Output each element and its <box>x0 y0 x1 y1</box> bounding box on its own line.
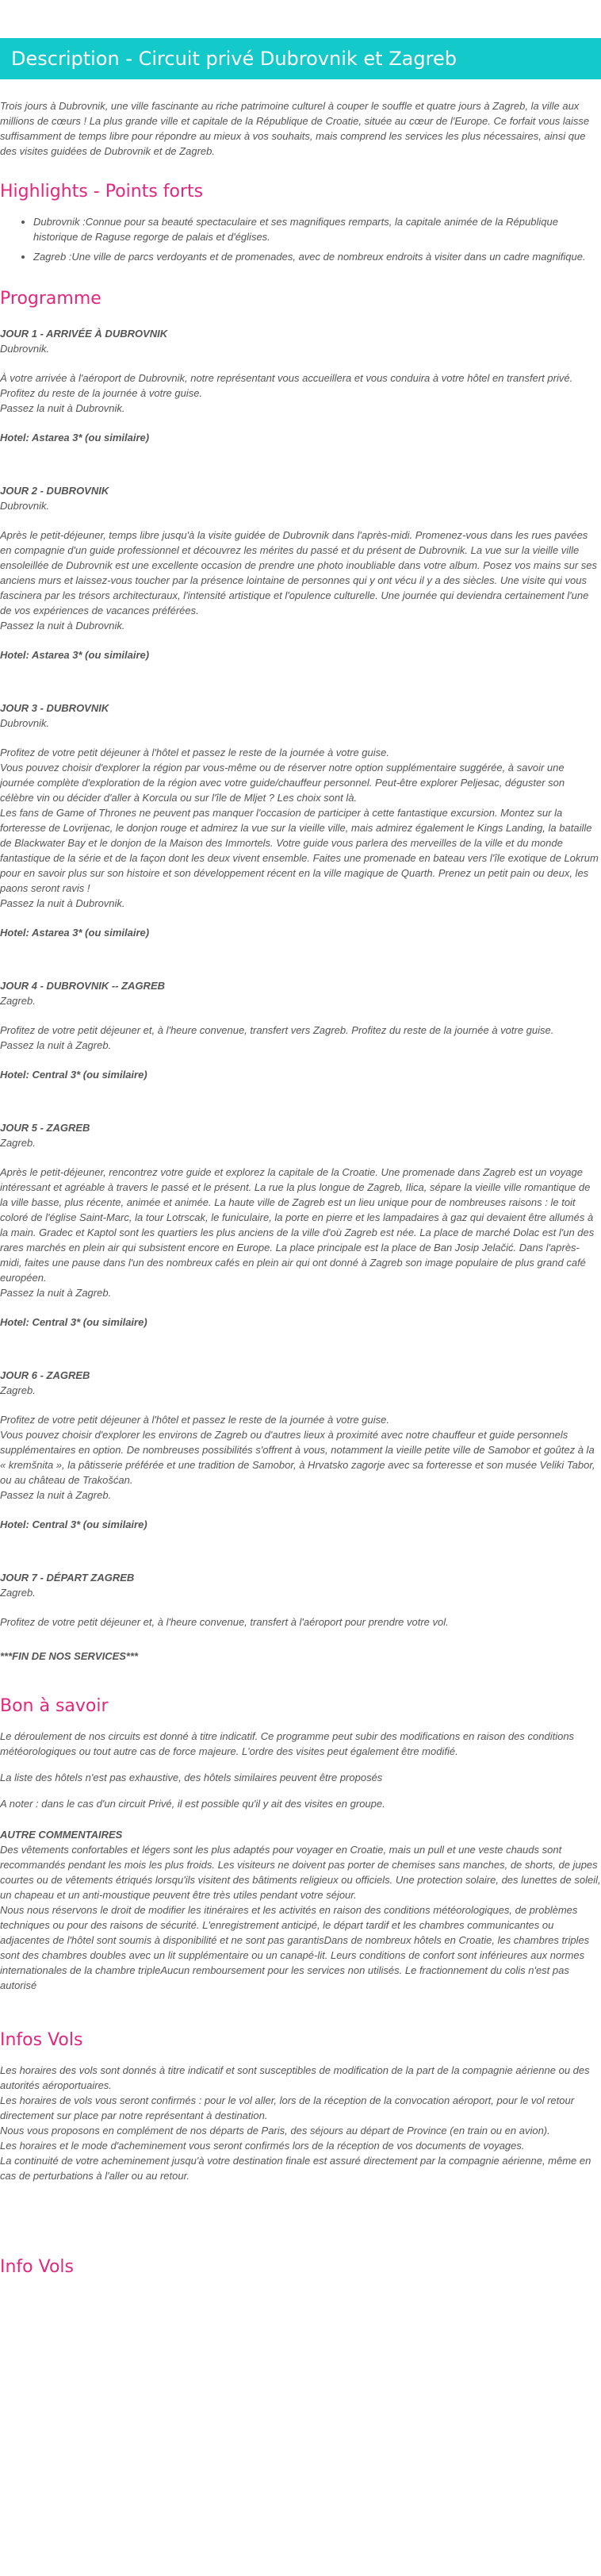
comment-text: Nous nous réservons le droit de modifier les itinéraires et les activités en raison des conditions météorologiques, de problèmes techniques ou pour des raisons de sécurité. L'enregistrement anticipé, le départ tardif et les chambres communicantes ou adjacentes de l'hôtel sont soumis à disponibilité et ne sont pas garantisDans de nombreux hôtels en Croatie, les chambres triples sont des chambres doubles avec un lit supplémentaire ou un canapé-lit. Leurs conditions de confort sont inférieures aux normes internationales de la chambre tripleAucun remboursement pour les services non utilisés. Le fractionnement du colis n'est pas autorisé <box>0 1904 590 1991</box>
day-block-2 <box>0 483 601 662</box>
day-city: Zagreb. <box>0 1587 36 1599</box>
day-description <box>0 370 601 416</box>
day-block-4 <box>0 978 601 1082</box>
end-of-services: ***FIN DE NOS SERVICES*** <box>0 1650 139 1662</box>
flight-info-text: La continuité de votre acheminement jusqu'à votre destination finale est assuré directement par la compagnie aérienne, même en cas de perturbations à l'aller ou au retour. <box>0 2155 591 2182</box>
day-hotel: Hotel: Central 3* (ou similaire) <box>0 1316 147 1328</box>
programme-heading: Programme <box>0 289 101 309</box>
day-text: Passez la nuit à Zagreb. <box>0 1287 112 1299</box>
day-block-1 <box>0 326 601 445</box>
info-vols-heading: Info Vols <box>0 2257 75 2277</box>
day-text: Passez la nuit à Dubrovnik. <box>0 620 125 632</box>
day-text: Passez la nuit à Zagreb. <box>0 1039 112 1051</box>
day-title: JOUR 3 - DUBROVNIK <box>0 702 109 714</box>
day-title: JOUR 6 - ZAGREB <box>0 1369 90 1381</box>
day-block-7 <box>0 1570 601 1630</box>
highlights-heading: Highlights - Points forts <box>0 182 204 202</box>
notice-paragraph: Le déroulement de nos circuits est donné à titre indicatif. Ce programme peut subir des modifications en raison des conditions météorologiques ou tout autre cas de force majeure. L'ordre des visites peut également être modifié. <box>0 1730 575 1757</box>
intro-paragraph: Trois jours à Dubrovnik, une ville fascinante au riche patrimoine culturel à couper le souffle et quatre jours à Zagreb, la ville aux millions de cœurs ! La plus grande ville et capitale de la République de Croatie, située au cœur de l'Europe. Ce forfait vous laisse suffisamment de temps libre pour répondre au mieux à vos souhaits, mais comprend les services les plus nécessaires, ainsi que des visites guidées de Dubrovnik et de Zagreb. <box>0 100 590 157</box>
day-description <box>0 1165 601 1300</box>
title-bar <box>0 38 601 79</box>
day-block-5 <box>0 1120 601 1330</box>
flight-info-text: Les horaires des vols sont donnés à titre indicatif et sont susceptibles de modification de la part de la compagnie aérienne ou des autorités aéroportuaires. <box>0 2064 590 2091</box>
day-block-3 <box>0 701 601 940</box>
day-text: Profitez de votre petit déjeuner à l'hôtel et passez le reste de la journée à votre guise. <box>0 747 389 758</box>
other-comments-heading: AUTRE COMMENTAIRES <box>0 1829 123 1841</box>
day-text: À votre arrivée à l'aéroport de Dubrovnik, notre représentant vous accueillera et vous conduira à votre hôtel en transfert privé. Profitez du reste de la journée à votre guise. <box>0 372 573 399</box>
day-hotel: Hotel: Central 3* (ou similaire) <box>0 1518 147 1530</box>
day-description <box>0 1023 601 1053</box>
day-hotel: Hotel: Central 3* (ou similaire) <box>0 1069 147 1081</box>
day-text: Vous pouvez choisir d'explorer les environs de Zagreb ou d'autres lieux à proximité avec notre chauffeur et guide personnels supplémentaires en option. De nombreuses possibilités s'offrent à vous, notamment la vieille petite ville de Samobor et goûtez à la « kremšnita », la pâtisserie préférée et une tradition de Samobor, à Hrvatsko zagorje avec sa forteresse et son musée Veliki Tabor, ou au château de Trakošćan. <box>0 1429 595 1486</box>
day-text: Les fans de Game of Thrones ne peuvent pas manquer l'occasion de participer à cette fantastique excursion. Montez sur la forteresse de Lovrijenac, le donjon rouge et admirez la vue sur la vieille ville, mais admirez également le Kings Landing, la bataille de Blackwater Bay et le donjon de la Maison des Immortels. Votre guide vous parlera des merveilles de la ville et du monde fantastique de la série et de la façon dont les deux vivent ensemble. Faites une promenade en bateau vers l'île exotique de Lokrum pour en savoir plus sur son histoire et son développement récent en la ville magique de Quarth. Prenez un petit pain ou deux, les paons seront ravis ! <box>0 807 599 894</box>
day-description <box>0 745 601 911</box>
page-title: Description - Circuit privé Dubrovnik et Zagreb <box>11 48 457 70</box>
day-text: Passez la nuit à Dubrovnik. <box>0 402 125 414</box>
day-text: Profitez de votre petit déjeuner et, à l'heure convenue, transfert à l'aéroport pour prendre votre vol. <box>0 1616 449 1628</box>
flight-info-text: Les horaires de vols vous seront confirmés : pour le vol aller, lors de la réception de la convocation aéroport, pour le vol retour directement sur place par notre représentant à destination. <box>0 2094 575 2121</box>
day-description <box>0 528 601 633</box>
day-city: Dubrovnik. <box>0 717 50 729</box>
list-item: • Dubrovnik :Connue pour sa beauté spectaculaire et ses magnifiques remparts, la capitale animée de la République historique de Raguse regorge de palais et d'églises. <box>33 214 601 244</box>
day-title: JOUR 2 - DUBROVNIK <box>0 485 109 497</box>
day-city: Zagreb. <box>0 1384 36 1396</box>
notice-paragraph: A noter : dans le cas d'un circuit Privé, il est possible qu'il y ait des visites en groupe. <box>0 1798 385 1810</box>
day-text: Vous pouvez choisir d'explorer la région par vous-même ou de réserver notre option supplémentaire suggérée, à savoir une journée complète d'exploration de la région avec votre guide/chauffeur personnel. Peut-être explorer Peljesac, déguster son célèbre vin ou décider d'aller à Korcula ou sur l'île de Mljet ? Les choix sont là. <box>0 762 565 804</box>
day-hotel: Hotel: Astarea 3* (ou similaire) <box>0 927 150 939</box>
day-city: Zagreb. <box>0 1137 36 1149</box>
notice-paragraph: La liste des hôtels n'est pas exhaustive, des hôtels similaires peuvent être proposés <box>0 1772 383 1783</box>
day-description <box>0 1614 601 1630</box>
day-title: JOUR 5 - ZAGREB <box>0 1122 90 1134</box>
day-text: Passez la nuit à Dubrovnik. <box>0 897 125 909</box>
list-item: • Zagreb :Une ville de parcs verdoyants et de promenades, avec de nombreux endroits à visiter dans un cadre magnifique. <box>33 249 601 264</box>
day-text: Passez la nuit à Zagreb. <box>0 1489 112 1501</box>
day-hotel: Hotel: Astarea 3* (ou similaire) <box>0 432 150 443</box>
day-text: Après le petit-déjeuner, rencontrez votre guide et explorez la capitale de la Croatie. Une promenade dans Zagreb est un voyage intéressant et agréable à travers le passé et le présent. La rue la plus longue de Zagreb, Ilica, sépare la vieille ville romantique de la ville basse, plus récente, animée et animée. La haute ville de Zagreb est un lieu unique pour de nombreuses raisons : le toit coloré de l'église Saint-Marc, la tour Lotrscak, le funiculaire, la porte en pierre et les lampadaires à gaz qui devaient être allumés à la main. Gradec et Kaptol sont les quartiers les plus anciens de la ville d'où Zagreb est née. La place de marché Dolac est l'un des rares marchés en plein air qui subsistent encore en Europe. La place principale est la place de Ban Josip Jelačić. Dans l'après-midi, faites une pause dans l'un des nombreux cafés en plein air qui ont donné à Zagreb son image populaire de plus grand café européen. <box>0 1166 595 1284</box>
flight-info-text: Les horaires et le mode d'acheminement vous seront confirmés lors de la réception de vos documents de voyages. <box>0 2140 525 2152</box>
day-city: Dubrovnik. <box>0 343 50 355</box>
day-text: Profitez de votre petit déjeuner à l'hôtel et passez le reste de la journée à votre guise. <box>0 1414 389 1426</box>
comment-text: Des vêtements confortables et légers sont les plus adaptés pour voyager en Croatie, mais un pull et une veste chauds sont recommandés pendant les mois les plus froids. Les visiteurs ne doivent pas porter de chemises sans manches, de shorts, de jupes courtes ou de vêtements étriqués lorsqu'ils visitent des bâtiments religieux ou officiels. Une protection solaire, des lunettes de soleil, un chapeau et un anti-moustique peuvent être très utiles pendant votre séjour. <box>0 1844 601 1901</box>
day-text: Après le petit-déjeuner, temps libre jusqu'à la visite guidée de Dubrovnik dans l'après-midi. Promenez-vous dans les rues pavées en compagnie d'un guide professionnel et découvrez les mérites du passé et du présent de Dubrovnik. La vue sur la vieille ville ensoleillée de Dubrovnik est une excellente occasion de prendre une photo inoubliable dans votre album. Posez vos mains sur ses anciens murs et laissez-vous toucher par la présence lointaine de personnes qui y ont vécu il y a des siècles. Une visite qui vous fascinera par les trésors architecturaux, l'intensité artistique et l'opulence culturelle. Une journée qui deviendra certainement l'une de vos expériences de vacances préférées. <box>0 529 598 616</box>
day-text: Profitez de votre petit déjeuner et, à l'heure convenue, transfert vers Zagreb. Profitez du reste de la journée à votre guise. <box>0 1024 554 1036</box>
day-description <box>0 1412 601 1503</box>
day-block-6 <box>0 1368 601 1532</box>
day-title: JOUR 4 - DUBROVNIK -- ZAGREB <box>0 980 166 992</box>
infos-vols-body <box>0 2063 601 2183</box>
highlights-list <box>0 214 601 264</box>
other-comments-body <box>0 1842 601 1993</box>
page <box>0 38 601 2278</box>
day-city: Dubrovnik. <box>0 500 50 512</box>
day-title: JOUR 7 - DÉPART ZAGREB <box>0 1572 135 1584</box>
bon-a-savoir-heading: Bon à savoir <box>0 1696 109 1716</box>
day-hotel: Hotel: Astarea 3* (ou similaire) <box>0 649 150 661</box>
day-city: Zagreb. <box>0 995 36 1007</box>
infos-vols-heading: Infos Vols <box>0 2030 83 2050</box>
day-title: JOUR 1 - ARRIVÉE À DUBROVNIK <box>0 328 168 340</box>
flight-info-text: Nous vous proposons en complément de nos départs de Paris, des séjours au départ de Province (en train ou en avion). <box>0 2125 550 2136</box>
